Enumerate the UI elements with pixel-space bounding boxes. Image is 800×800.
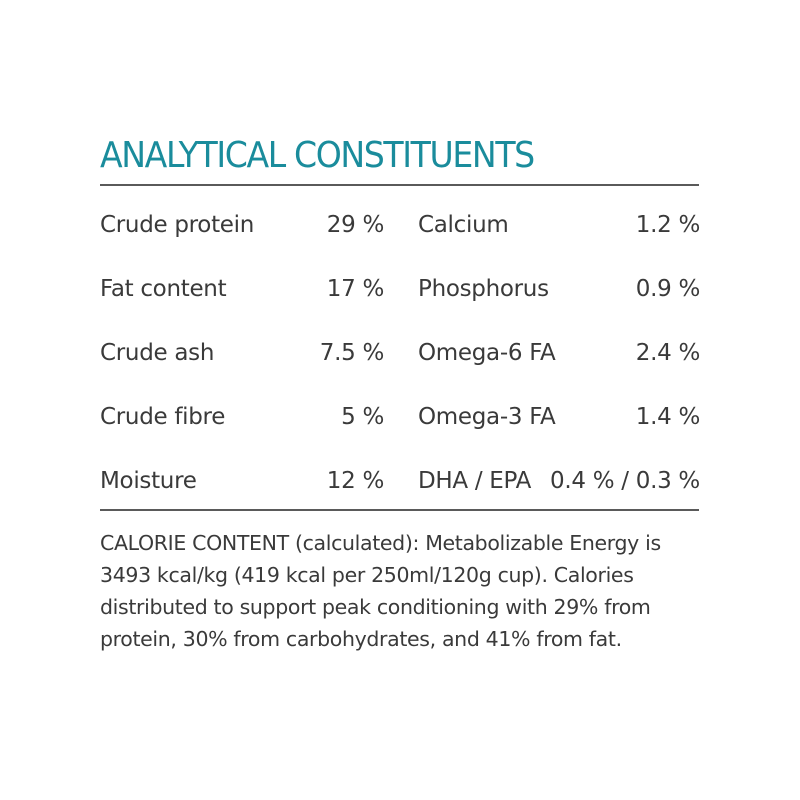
constituent-value: 7.5 % — [319, 340, 384, 366]
table-row — [100, 257, 700, 321]
constituent-label: Moisture — [100, 468, 197, 494]
table-row — [100, 321, 700, 385]
constituents-table — [100, 193, 700, 513]
constituent-label: Phosphorus — [418, 276, 549, 302]
constituent-value: 29 % — [326, 212, 384, 238]
constituent-label: Calcium — [418, 212, 509, 238]
table-row — [100, 193, 700, 257]
constituent-value: 0.9 % — [635, 276, 700, 302]
constituent-value: 5 % — [341, 404, 384, 430]
constituent-value: 17 % — [326, 276, 384, 302]
constituent-value: 0.4 % / 0.3 % — [550, 468, 700, 494]
constituent-value: 12 % — [326, 468, 384, 494]
constituent-label: DHA / EPA — [418, 468, 532, 494]
constituent-value: 1.2 % — [635, 212, 700, 238]
table-row — [100, 385, 700, 449]
constituent-label: Crude protein — [100, 212, 255, 238]
constituent-value: 2.4 % — [635, 340, 700, 366]
constituent-label: Crude ash — [100, 340, 215, 366]
section-title: ANALYTICAL CONSTITUENTS — [100, 135, 534, 176]
calorie-content-text: CALORIE CONTENT (calculated): Metabolizable Energy is 3493 kcal/kg (419 kcal per 250ml/120g cup). Calories distributed to support peak conditioning with 29% from protein, 30% from carbohydrates, and 41% from fat. — [100, 531, 661, 651]
title-divider — [100, 184, 699, 186]
constituent-label: Crude fibre — [100, 404, 226, 430]
constituent-value: 1.4 % — [635, 404, 700, 430]
constituent-label: Fat content — [100, 276, 227, 302]
table-row — [100, 449, 700, 513]
constituent-label: Omega-6 FA — [418, 340, 556, 366]
table-divider — [100, 509, 699, 511]
constituent-label: Omega-3 FA — [418, 404, 556, 430]
